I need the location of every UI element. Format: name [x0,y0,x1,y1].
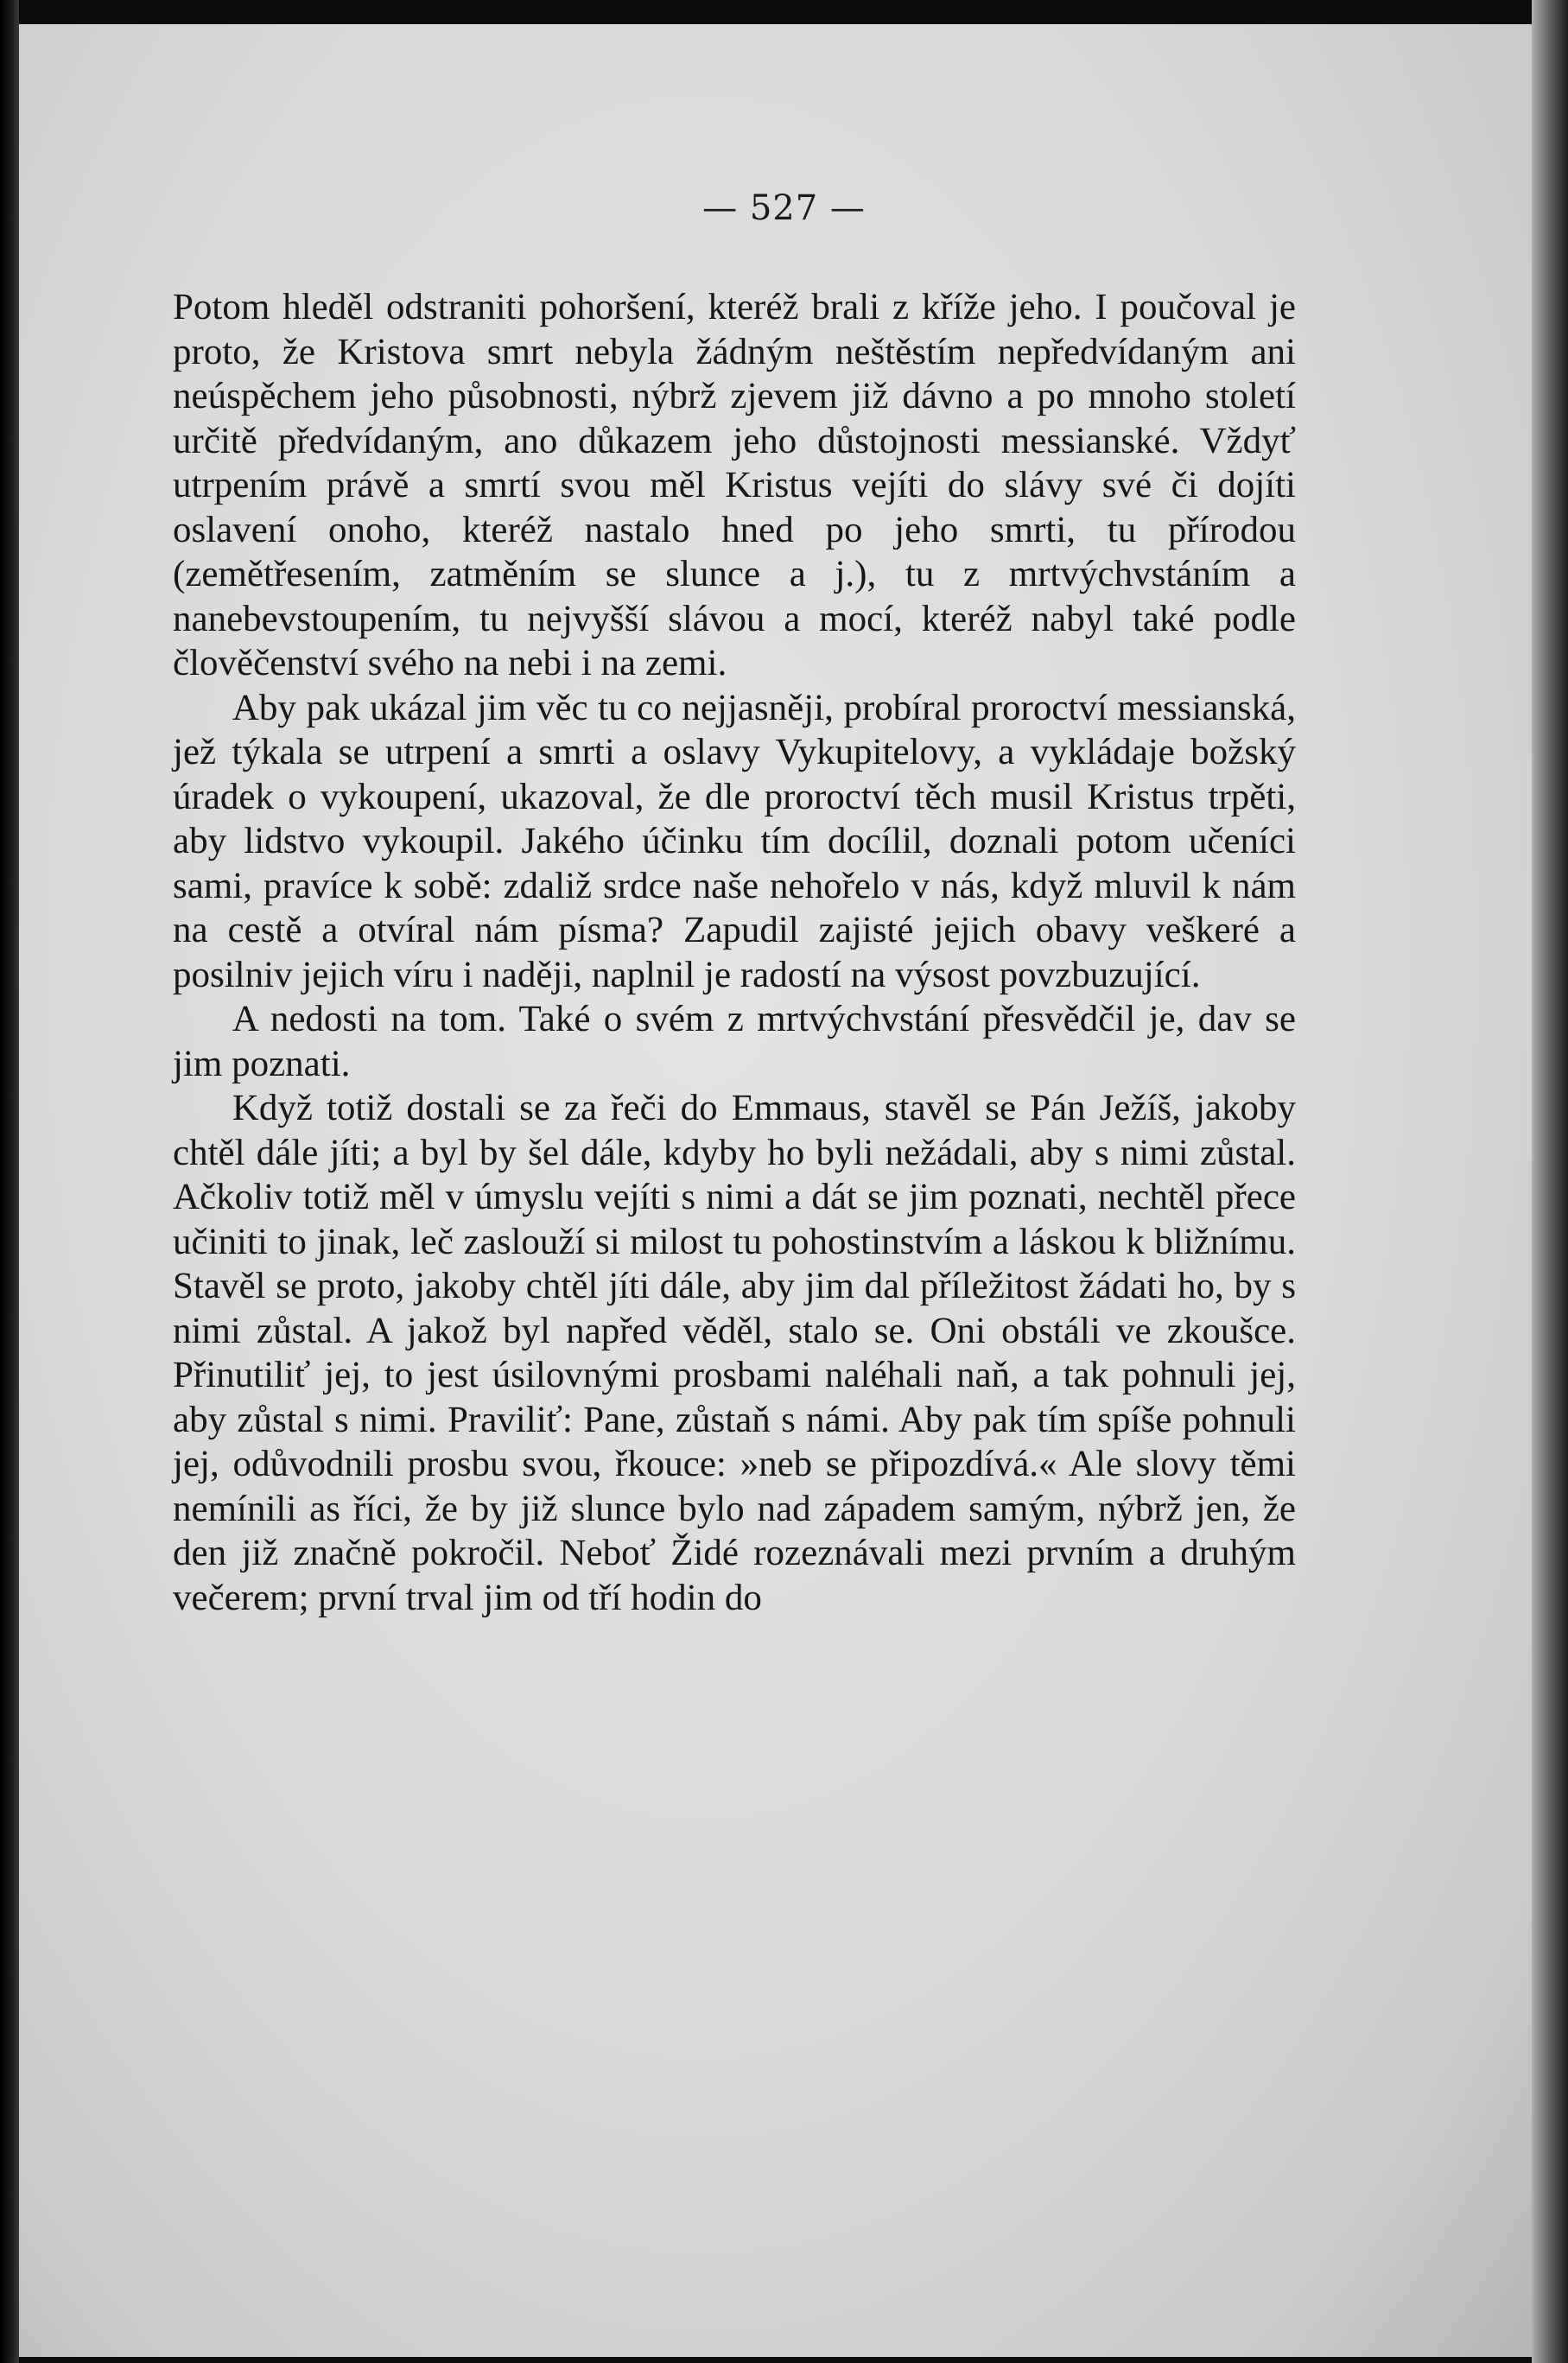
book-binding-edge [0,0,19,2363]
paragraph-4: Když totiž dostali se za řeči do Emmaus, stavěl se Pán Ježíš, jakoby chtěl dále jíti; a byl by šel dále, kdyby ho byli nežádali, aby s nimi zůstal. Ačkoliv totiž měl v úmyslu vejíti s nimi a dát se jim poznati, nechtěl přece učiniti to jinak, leč zaslouží si milost tu pohostinstvím a láskou k bližnímu. Stavěl se proto, jakoby chtěl jíti dále, aby jim dal příležitost žádati ho, by s nimi zůstal. A jakož byl napřed věděl, stalo se. Oni obstáli ve zkoušce. Přinutiliť jej, to jest úsilovnými prosbami naléhali naň, a tak pohnuli jej, aby zůstal s nimi. Praviliť: Pane, zůstaň s námi. Aby pak tím spíše pohnuli jej, odůvodnili prosbu svou, řkouce: »neb se připozdívá.« Ale slovy těmi nemínili as říci, že by již slunce bylo nad západem samým, nýbrž jen, že den již značně pokročil. Neboť Židé rozeznávali mezi prvním a druhým večerem; první trval jim od tří hodin do [173,1088,1296,1618]
page-number: — 527 — [702,188,866,228]
paragraph-2: Aby pak ukázal jim věc tu co nejjasněji, probíral proroctví messianská, jež týkala se utrpení a smrti a oslavy Vykupitelovy, a vykládaje božský úradek o vykoupení, ukazoval, že dle proroctví těch musil Kristus trpěti, aby lidstvo vykoupil. Jakého účinku tím docílil, doznali potom učeníci sami, pravíce k sobě: zdaliž srdce naše nehořelo v nás, když mluvil k nám na cestě a otvíral nám písma? Zapudil zajisté jejich obavy veškeré a posilniv jejich víru i naději, naplnil je radostí na výsost povzbuzující. [173,687,1296,995]
paragraph-3: A nedosti na tom. Také o svém z mrtvýchvstání přesvědčil je, dav se jim poznati. [173,999,1296,1084]
body-text [173,285,1296,1620]
page-right-edge [1532,0,1568,2363]
paragraph-1: Potom hleděl odstraniti pohoršení, kteréž brali z kříže jeho. I poučoval je proto, že Kristova smrt nebyla žádným neštěstím nepředvídaným ani neúspěchem jeho působnosti, nýbrž zjevem již dávno a po mnoho století určitě předvídaným, ano důkazem jeho důstojnosti messianské. Vždyť utrpením právě a smrtí svou měl Kristus vejíti do slávy své či dojíti oslavení onoho, kteréž nastalo hned po jeho smrti, tu přírodou (zemětřesením, zatměním se slunce a j.), tu z mrtvýchvstáním a nanebevstoupením, tu nejvyšší slávou a mocí, kteréž nabyl také podle člověčenství svého na nebi i na zemi. [173,287,1296,683]
